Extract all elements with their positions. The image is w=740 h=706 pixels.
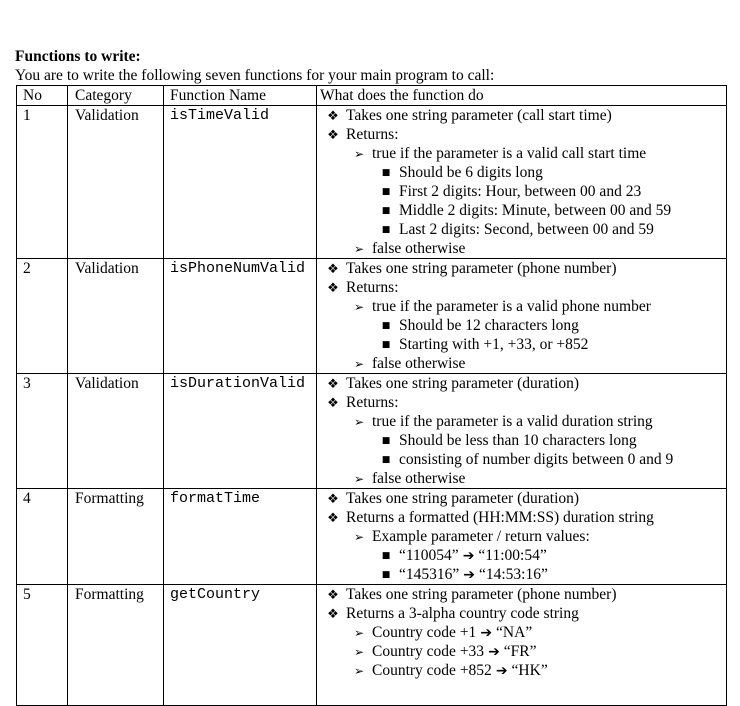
desc-line: Returns: [346,279,399,296]
country-code-label: Country code +852 [372,662,492,679]
row-function-name: getCountry [164,585,317,706]
row-number: 3 [17,374,68,489]
arrow-bullet-icon: ➢ [353,645,365,659]
country-code-value: “NA” [496,624,533,641]
desc-line: Returns: [346,126,399,143]
desc-line: Should be 6 digits long [399,164,543,181]
desc-line: Returns: [346,394,399,411]
desc-line: false otherwise [372,355,466,372]
row-description [317,585,727,706]
diamond-bullet-icon: ❖ [327,607,339,622]
diamond-bullet-icon: ❖ [327,128,339,143]
diamond-bullet-icon: ❖ [327,281,339,296]
row-category: Validation [68,106,164,259]
row-number: 5 [17,585,68,706]
diamond-bullet-icon: ❖ [327,396,339,411]
row-description [317,259,727,374]
header-no: No [17,86,68,106]
diamond-bullet-icon: ❖ [327,262,339,277]
example-input: “145316” [399,566,460,583]
example-output: “11:00:54” [478,547,547,564]
desc-line: Takes one string parameter (duration) [346,490,580,507]
arrow-bullet-icon: ➢ [353,300,365,314]
row-category: Formatting [68,489,164,585]
row-function-name: isDurationValid [164,374,317,489]
square-bullet-icon: ■ [381,455,391,465]
arrow-bullet-icon: ➢ [353,415,365,429]
row-category: Formatting [68,585,164,706]
row-function-name: isTimeValid [164,106,317,259]
example-output: “14:53:16” [479,566,548,583]
desc-line: true if the parameter is a valid call start time [372,145,647,162]
square-bullet-icon: ■ [381,436,391,446]
row-function-name: isPhoneNumValid [164,259,317,374]
country-code-value: “HK” [511,662,548,679]
row-description [317,374,727,489]
arrow-bullet-icon: ➢ [353,472,365,486]
square-bullet-icon: ■ [381,187,391,197]
intro-text: You are to write the following seven functions for your main program to call: [15,67,495,84]
square-bullet-icon: ■ [381,321,391,331]
desc-line: Middle 2 digits: Minute, between 00 and 59 [399,202,672,219]
bold-right-arrow-icon: ➔ [495,663,508,679]
table-row [17,374,727,489]
country-code-value: “FR” [503,643,537,660]
arrow-bullet-icon: ➢ [353,242,365,256]
bold-right-arrow-icon: ➔ [463,567,475,583]
header-function-name: Function Name [164,86,317,106]
diamond-bullet-icon: ❖ [327,588,339,603]
desc-line: Example parameter / return values: [372,528,590,545]
square-bullet-icon: ■ [381,551,391,561]
functions-table [16,85,727,706]
table-row [17,585,727,706]
diamond-bullet-icon: ❖ [327,492,339,507]
table-row [17,489,727,585]
arrow-bullet-icon: ➢ [353,530,365,544]
row-number: 1 [17,106,68,259]
square-bullet-icon: ■ [381,225,391,235]
desc-line: false otherwise [372,240,466,257]
country-code-label: Country code +1 [372,624,477,641]
bold-right-arrow-icon: ➔ [462,548,475,564]
arrow-bullet-icon: ➢ [353,626,365,640]
section-heading: Functions to write: [15,48,141,65]
square-bullet-icon: ■ [381,340,391,350]
diamond-bullet-icon: ❖ [327,511,339,526]
diamond-bullet-icon: ❖ [327,377,339,392]
bold-right-arrow-icon: ➔ [488,644,500,660]
desc-line: Returns a 3-alpha country code string [346,605,579,622]
desc-line: Takes one string parameter (call start time) [346,107,612,124]
table-row [17,106,727,259]
square-bullet-icon: ■ [381,570,391,580]
desc-line: Takes one string parameter (phone number) [346,260,617,277]
diamond-bullet-icon: ❖ [327,109,339,124]
row-function-name: formatTime [164,489,317,585]
example-input: “110054” [399,547,459,564]
country-code-label: Country code +33 [372,643,485,660]
header-category: Category [68,86,164,106]
row-number: 4 [17,489,68,585]
table-row [17,259,727,374]
square-bullet-icon: ■ [381,168,391,178]
arrow-bullet-icon: ➢ [353,664,365,678]
row-description [317,106,727,259]
desc-line: First 2 digits: Hour, between 00 and 23 [399,183,642,200]
row-description [317,489,727,585]
desc-line: Takes one string parameter (duration) [346,375,580,392]
desc-line: false otherwise [372,470,466,487]
row-category: Validation [68,259,164,374]
desc-line: Should be less than 10 characters long [399,432,637,449]
table-header-row [17,86,727,106]
desc-line: true if the parameter is a valid duration string [372,413,653,430]
arrow-bullet-icon: ➢ [353,147,365,161]
desc-line: consisting of number digits between 0 and 9 [399,451,674,468]
desc-line: Should be 12 characters long [399,317,579,334]
desc-line: Last 2 digits: Second, between 00 and 59 [399,221,654,238]
desc-line: Takes one string parameter (phone number) [346,586,617,603]
row-number: 2 [17,259,68,374]
desc-line: true if the parameter is a valid phone number [372,298,651,315]
header-description: What does the function do [317,86,727,106]
desc-line: Starting with +1, +33, or +852 [399,336,589,353]
bold-right-arrow-icon: ➔ [480,625,493,641]
arrow-bullet-icon: ➢ [353,357,365,371]
row-category: Validation [68,374,164,489]
square-bullet-icon: ■ [381,206,391,216]
desc-line: Returns a formatted (HH:MM:SS) duration string [346,509,654,526]
